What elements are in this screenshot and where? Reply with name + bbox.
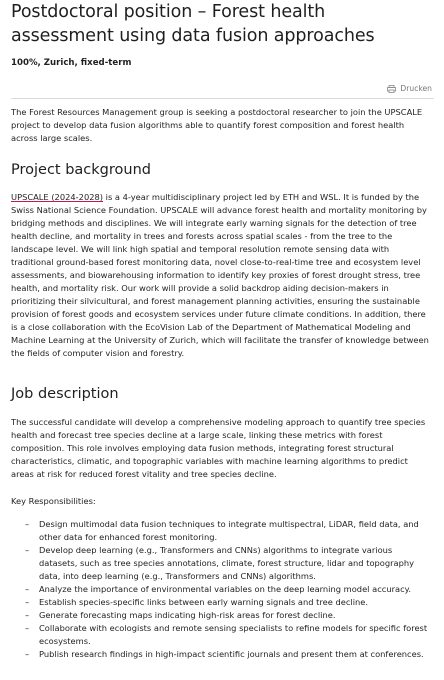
list-item: – Collaborate with ecologists and remote sensing specialists to refine models for specific forest ecosystems. — [25, 623, 428, 646]
list-item: – Publish research findings in high-impact scientific journals and present them at conferences. — [25, 649, 424, 659]
job-subtitle: 100%, Zurich, fixed-term — [11, 58, 132, 68]
print-label: Drucken — [400, 84, 432, 93]
upscale-link[interactable]: UPSCALE (2024-2028) — [11, 192, 104, 202]
divider — [11, 98, 434, 99]
section-heading-job-description: Job description — [11, 386, 119, 402]
printer-icon — [387, 85, 396, 93]
responsibilities-list — [11, 518, 433, 661]
list-item: – Develop deep learning (e.g., Transformers and CNNs) algorithms to integrate various datasets, such as tree species annotations, climate, forest structure, lidar and topography data, into deep learning (e.g., Transformers and CNNs) algorithms. — [25, 545, 415, 581]
list-item: – Generate forecasting maps indicating high-risk areas for forest decline. — [25, 610, 336, 620]
intro-paragraph: The Forest Resources Management group is seeking a postdoctoral researcher to join the UPSCALE project to develop data fusion algorithms able to quantify forest composition and forest health across large scales. — [11, 107, 423, 143]
print-button[interactable] — [387, 84, 432, 93]
background-text: is a 4-year multidisciplinary project led by ETH and WSL. It is funded by the Swiss National Science Foundation. UPSCALE will advance forest health and mortality monitoring by bridging methods and disciplines. We will integrate early warning signals for the detection of tree health decline, and mortality in trees and forests across spatial scales - from the tree to the landscape level. We will link high spatial and temporal resolution remote sensing data with traditional ground-based forest monitoring data, novel close-to-real-time tree and ecosystem level assessments, and biowarehousing information to identify key proxies of forest drought stress, tree health, and mortality risk. Our work will provide a solid backdrop aiding decision-makers in prioritizing their silvicultural, and forest management planning activities, ensuring the sustainable provision of forest goods and ecosystem services under future climate conditions. In addition, there is a close collaboration with the EcoVision Lab of the Department of Mathematical Modeling and Machine Learning at the University of Zurich, which will facilitate the transfer of knowledge between the fields of computer vision and forestry. — [11, 192, 429, 358]
section-heading-background: Project background — [11, 162, 151, 178]
page-title: Postdoctoral position – Forest health assessment using data fusion approaches — [11, 2, 375, 46]
list-item: – Establish species-specific links between early warning signals and tree decline. — [25, 597, 369, 607]
description-paragraph: The successful candidate will develop a comprehensive modeling approach to quantify tree species health and forecast tree species decline at a large scale, linking these metrics with forest composition. This role involves employing data fusion methods, integrating forest structural characteristics, climatic, and topographic variables with machine learning algorithms to predict areas at risk for reduced forest vitality and tree species decline. — [11, 417, 426, 479]
background-paragraph — [11, 191, 433, 360]
list-item: – Design multimodal data fusion techniques to integrate multispectral, LiDAR, field data, and other data for enhanced forest monitoring. — [25, 519, 419, 542]
responsibilities-label: Key Responsibilities: — [11, 496, 96, 506]
list-item: – Analyze the importance of environmental variables on the deep learning model accuracy. — [25, 584, 412, 594]
